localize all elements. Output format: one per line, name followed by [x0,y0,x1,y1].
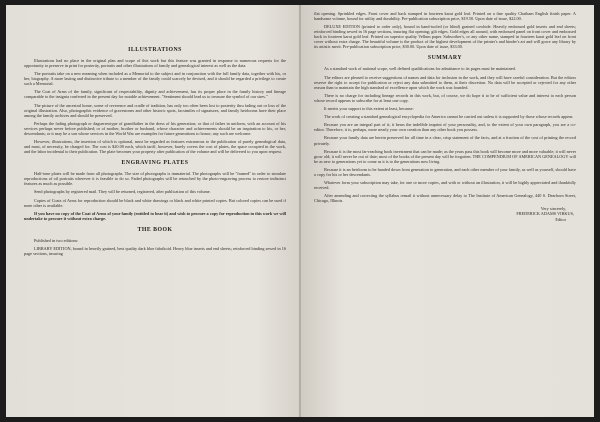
illustrations-paragraph: The Coat of Arms of the family, significant of respectability, dignity and achievement, has its proper place in the family history and lineage comparable to the insignia conferred in the present day for notable achievement. "Sentiment should lead us to treasure the symbol of our sires." [24,89,286,100]
illustrations-paragraph: The portraits take on a new meaning when included as a Memorial to the subject and in conjunction with the full family data, together with his, or her, biography. A more lasting and distinctive tribute to a member of the family could scarcely be devised, and it should be regarded a privilege to create such a Memorial. [24,71,286,87]
illustrations-paragraph: The picture of the ancestral home, scene of reverence and cradle of tradition, has only too often been lost to posterity thru fading out or loss of the original illustration. Also, photographic evidence of gravestones and other historic spots, facsimiles of signatures, and family heirlooms have their place among the family archives and should be preserved. [24,102,286,118]
summary-paragraph: It merits your support to this extent at least, because: [324,105,414,111]
illustrations-heading: ILLUSTRATIONS [128,47,182,53]
summary-paragraph: Because your family data are herein preserved for all time in a clear, crisp statement of the facts, and at a fraction of the cost of printing the record privately. [314,135,576,146]
summary-paragraph: Because you are an integral part of it; it bears the indelible imprint of your personality, and, to the extent of your own paragraph, you are a co-editor. Therefore, it is, perhaps, more nearly your own creation than any other book you possess. [314,122,576,133]
summary-paragraph: The editors are pleased to receive suggestions of names and data for inclusion in the work, and they will have careful consideration. But the editors reserve the right to accept for publication or reject any data submitted to them, at their discretion. No data will be accepted or rejected for any other reason than to maintain the high standard of excellence upon which the work was founded. [314,74,576,90]
summary-heading: SUMMARY [427,55,463,62]
right-page [300,5,594,417]
left-page [6,5,300,417]
summary-paragraph: Because it is an heirloom to be handed down from generation to generation, and each other member of your family, as well as yourself, should have a copy for his or her descendants. [314,166,576,177]
the-book-heading: THE BOOK [137,226,173,233]
summary-paragraph: After amending and correcting the syllabus remail it without unnecessary delay to The Institute of American Genealogy, 440 S. Dearborn Street, Chicago, Illinois. [314,193,576,204]
summary-paragraph: As a standard work of national scope, well defined qualifications for admittance to its pages must be maintained. [324,66,516,72]
document-spread [6,5,594,417]
summary-paragraph: Because it is the most far-reaching book investment that can be made; as the years pass this book will become more and more valuable; it will never grow old; it will never be out of date; most of the books of the present day will be forgotten. THE COMPENDIUM OF AMERICAN GENEALOGY will be as new to generations yet to come as it is to the generations now living. [314,148,577,164]
engraving-paragraph: Send photographs by registered mail. They will be returned, registered, after publication of this volume. [34,189,211,195]
illustrations-paragraph: Perhaps the fading photograph or daguerreotype of grandfather in the dress of his generation; or that of father in uniform, with an account of his services perhaps never before published; or of mother, brother or husband, whose character and achievements should be an inspiration to his, or her, descendants; or it may be a son whose services in the World War are examples for future generations to honor; any such are welcome. [24,120,286,136]
illustrations-paragraph: Illustrations had no place in the original plan and scope of this work but this feature was granted in response to numerous requests for the opportunity to preserve in print for posterity, portraits and other illustrations of family and genealogical interest as well as the data. [24,58,286,69]
summary-paragraph: The work of creating a standard genealogical encyclopedia for America cannot be carried out unless it is supported by those whose records appear. [324,114,574,120]
page-fold [299,5,301,417]
engraving-paragraph: Copies of Coats of Arms for reproduction should be black and white drawings or black and white printed copies. But colored copies can be used if none other is available. [24,197,286,208]
deluxe-edition-paragraph: DELUXE EDITION (printed to order only), bound in hand-tooled (or blind) grained cowhide. Heavily embossed gold inserts and end sheets; reinforced binding sewed in 16 page sections, insuring flat opening; gilt edges. Gold edges all around, with embossed panel on front cover and embossed back in fourteen karat gold leaf. Printed on superior quality Vellum paper. Subscriber's, or any other name, stamped in fourteen karat gold leaf on front cover without extra charge. The beautiful volume is the product of the highest development of the printer's and binder's art and will grace any library by its artistic merit. Pre-publication subscription price, $30.00. Upon date of issue, $33.00. [314,24,576,50]
summary-paragraph: There is no charge for including lineage records in this work, but, of course, we do hope it to be of sufficient value and interest to each person whose record appears to subscribe for at least one copy. [314,92,576,103]
engraving-paragraph-bold: If you have no copy of the Coat of Arms of your family (entitled to bear it) and wish to procure a copy for reproduction in this work we will undertake to procure it without extra charge. [24,210,286,221]
closing-line: Very sincerely, [540,206,566,212]
engraving-paragraph: Half-tone plates will be made from all photographs. The size of photographs is immaterial. The photographs will be "framed" in order to simulate reproductions of oil portraits wherever it is feasible to do so. Faded photographs will be retouched by the photo-engraving process to restore indistinct features as much as possible. [24,171,286,187]
book-paragraph: Published in two editions: [34,237,79,243]
illustrations-paragraph: However, illustrations, the insertion of which is optional, must be regarded as features extraneous to the publication of purely genealogical data, and must, of necessity, be charged for. The cost is $20.00 each, which tariff, however, barely covers the cost of plates, the space occupied in the work, and the labor incidental to their publication. The plate becomes your property after publication of the volume and will be delivered to you upon request. [24,139,286,155]
engraving-plates-heading: ENGRAVING PLATES [121,160,189,167]
signature-name: FREDERICK ADAMS VIRKUS, [516,211,574,217]
library-edition-paragraph: LIBRARY EDITION, bound in heavily grained, best quality dark blue fabrikoid. Heavy blue inserts and end sheets; reinforced binding sewed in 16 page sections, insuring [24,246,286,257]
library-edition-continued: flat opening. Sprinkled edges. Front cover and back stamped in fourteen karat gold leaf. Printed on a fine quality Chatham English finish paper. A handsome volume, bound for utility and durability. Pre-publication subscription price, $19.50. Upon date of issue, $22.00. [314,11,576,22]
signature-title: Editor [555,216,566,222]
summary-paragraph: Whatever form your subscription may take, for one or more copies, and with or without an illustration, it will be highly appreciated and thankfully received. [314,180,576,191]
